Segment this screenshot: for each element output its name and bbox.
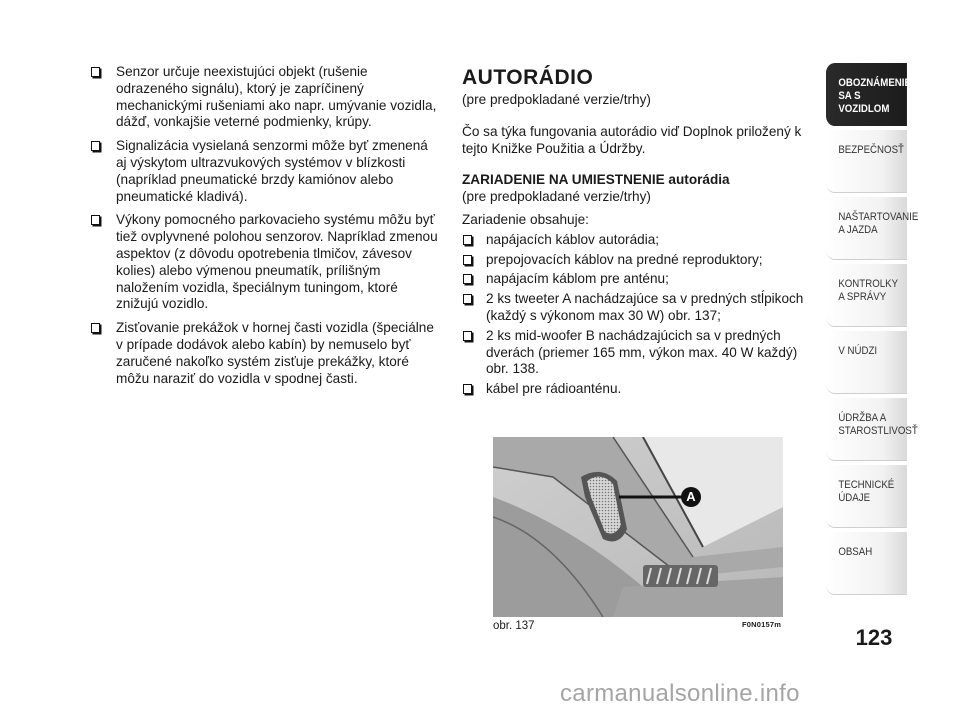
list-item: Výkony pomocného parkovacieho systému môžu byť tiež ovplyvnené polohou senzorov. Napríklad zmenou aspektov (z dôvodu opotrebenia tlmičov, závesov kolies) alebo výmenou pneumatík, prílišným naložením vozidla, špeciálnym tuningom, ktoré znižujú vozidlo. <box>90 212 440 313</box>
figure-code: F0N0157m <box>742 620 782 629</box>
checkbox-bullet-icon <box>91 67 100 77</box>
tab-obsah[interactable]: OBSAH <box>826 532 907 595</box>
checkbox-bullet-icon <box>463 274 472 284</box>
air-vent <box>643 565 718 587</box>
callout-a-badge: A <box>681 487 701 507</box>
checkbox-bullet-icon <box>463 294 472 304</box>
checkbox-bullet-icon <box>91 141 100 151</box>
right-bullet-list <box>462 232 807 398</box>
checkbox-bullet-icon <box>91 215 100 225</box>
watermark: carmanualsonline.info <box>560 680 800 707</box>
figure-tweeter-photo <box>493 437 783 617</box>
figure-caption: obr. 137 <box>493 620 535 632</box>
checkbox-bullet-icon <box>463 384 472 394</box>
checkbox-bullet-icon <box>91 323 100 333</box>
tab-udrzba[interactable]: ÚDRŽBA A STAROSTLIVOSŤ <box>826 398 907 461</box>
list-item: Senzor určuje neexistujúci objekt (rušenie odrazeného signálu), ktorý je zapríčinený mechanickými rušeniami ako napr. umývanie vozidla, dážď, vonkajšie veterné podmienky, krúpy. <box>90 64 440 131</box>
left-column <box>90 64 440 394</box>
list-item: Zisťovanie prekážok v hornej časti vozidla (špeciálne v prípade dodávok alebo kabín) by nemuselo byť zaručené nakoľko systém zisťuje prekážky, ktoré môžu naraziť do vozidla v spodnej časti. <box>90 320 440 387</box>
tab-oboznamenie[interactable]: OBOZNÁMENIE SA S VOZIDLOM <box>826 63 907 126</box>
list-item: napájacích káblov autorádia; <box>462 232 807 249</box>
page-number: 123 <box>855 625 893 650</box>
intro-paragraph: Čo sa týka fungovania autorádio viď Doplnok priložený k tejto Knižke Použitia a Údržby. <box>462 123 802 156</box>
list-item: napájacím káblom pre anténu; <box>462 271 807 288</box>
right-column <box>462 64 807 401</box>
checkbox-bullet-icon <box>463 331 472 341</box>
subheading: ZARIADENIE NA UMIESTNENIE autorádia <box>462 172 730 188</box>
list-item: 2 ks tweeter A nachádzajúce sa v predných stĺpikoch (každý s výkonom max 30 W) obr. 137; <box>462 291 807 325</box>
contains-label: Zariadenie obsahuje: <box>462 211 589 227</box>
tab-v-nudzi[interactable]: V NÚDZI <box>826 331 907 394</box>
list-item: kábel pre rádioanténu. <box>462 381 807 398</box>
tab-technicke[interactable]: TECHNICKÉ ÚDAJE <box>826 465 907 528</box>
checkbox-bullet-icon <box>463 255 472 265</box>
subheading-note: (pre predpokladané verzie/trhy) <box>462 189 651 205</box>
list-item: prepojovacích káblov na predné reproduktory; <box>462 252 807 269</box>
tab-nastartovanie[interactable]: NAŠTARTOVANIE A JAZDA <box>826 197 907 260</box>
left-bullet-list <box>90 64 440 387</box>
section-title: AUTORÁDIO <box>462 66 594 89</box>
title-note: (pre predpokladané verzie/trhy) <box>462 92 651 107</box>
dashboard-illustration <box>493 437 783 617</box>
tab-bezpecnost[interactable]: BEZPEČNOSŤ <box>826 130 907 193</box>
checkbox-bullet-icon <box>463 235 472 245</box>
chapter-sidebar <box>826 63 918 599</box>
list-item: Signalizácia vysielaná senzormi môže byť zmenená aj výskytom ultrazvukových systémov v blízkosti (napríklad pneumatické brzdy kamiónov alebo pneumatické kladivá). <box>90 138 440 205</box>
tab-kontrolky[interactable]: KONTROLKY A SPRÁVY <box>826 264 907 327</box>
list-item: 2 ks mid-woofer B nachádzajúcich sa v predných dverách (priemer 165 mm, výkon max. 40 W každý) obr. 138. <box>462 328 807 378</box>
